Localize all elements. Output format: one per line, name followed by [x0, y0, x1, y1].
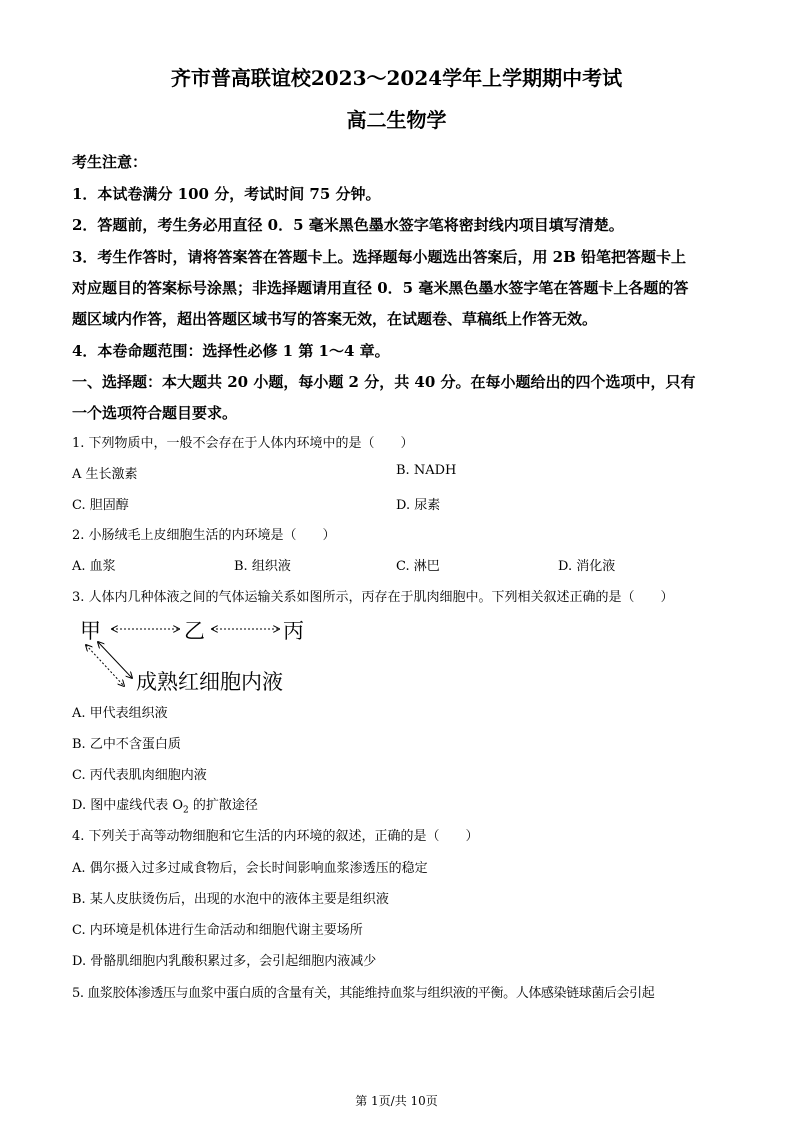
diagram-node-jia: 甲 — [80, 619, 101, 643]
diagram-node-rbc-fluid: 成熟红细胞内液 — [136, 670, 283, 694]
question-2-option-a: A. 血浆 — [72, 559, 116, 574]
option-d-text-end: 的扩散途径 — [188, 798, 258, 813]
question-3-option-a: A. 甲代表组织液 — [72, 706, 168, 721]
exam-subject: 高二生物学 — [346, 108, 447, 132]
question-2-option-d: D. 消化液 — [558, 559, 616, 574]
question-4-option-d: D. 骨骼肌细胞内乳酸积累过多，会引起细胞内液减少 — [72, 954, 377, 969]
question-2-option-c: C. 淋巴 — [396, 559, 440, 574]
arrow-jia-rbc-dashed — [86, 645, 124, 686]
option-d-text: D. 图中虚线代表 O — [72, 798, 184, 813]
question-1-option-c: C. 胆固醇 — [72, 498, 129, 513]
question-4-option-c: C. 内环境是机体进行生命活动和细胞代谢主要场所 — [72, 923, 363, 938]
question-1-option-a: A 生长激素 — [72, 467, 138, 482]
diagram-node-yi: 乙 — [184, 619, 205, 643]
question-1-stem: 1. 下列物质中，一般不会存在于人体内环境中的是（ ） — [72, 436, 414, 451]
notice-item: 3．考生作答时，请将答案答在答题卡上。选择题每小题选出答案后，用 2B 铅笔把答题卡上 — [72, 248, 687, 266]
notice-item: 题区域内作答，超出答题区域书写的答案无效，在试题卷、草稿纸上作答无效。 — [72, 310, 598, 328]
question-4-option-b: B. 某人皮肤烫伤后，出现的水泡中的液体主要是组织液 — [72, 892, 389, 907]
question-3-stem: 3. 人体内几种体液之间的气体运输关系如图所示，丙存在于肌肉细胞中。下列相关叙述正确的是（ ） — [72, 590, 674, 605]
question-3-option-c: C. 丙代表肌肉细胞内液 — [72, 768, 207, 783]
question-4-option-a: A. 偶尔摄入过多过咸食物后，会长时间影响血浆渗透压的稳定 — [72, 861, 428, 876]
question-1-option-d: D. 尿素 — [396, 498, 441, 513]
notice-item: 2．答题前，考生务必用直径 0．5 毫米黑色墨水签字笔将密封线内项目填写清楚。 — [72, 216, 624, 234]
question-1-option-b: B. NADH — [396, 463, 457, 478]
question-4-stem: 4. 下列关于高等动物细胞和它生活的内环境的叙述，正确的是（ ） — [72, 829, 479, 844]
notice-item: 对应题目的答案标号涂黑；非选择题请用直径 0．5 毫米黑色墨水签字笔在答题卡上各题的答 — [72, 279, 689, 297]
gas-transport-diagram — [78, 612, 318, 696]
question-2-option-b: B. 组织液 — [234, 559, 291, 574]
question-2-stem: 2. 小肠绒毛上皮细胞生活的内环境是（ ） — [72, 528, 336, 543]
section-heading-cont: 一个选项符合题目要求。 — [72, 404, 238, 422]
diagram-node-bing: 丙 — [283, 619, 304, 643]
notice-item: 4．本卷命题范围：选择性必修 1 第 1～4 章。 — [72, 342, 390, 360]
question-3-option-b: B. 乙中不含蛋白质 — [72, 737, 181, 752]
section-heading: 一、选择题：本大题共 20 小题，每小题 2 分，共 40 分。在每小题给出的四个选项中，只有 — [72, 373, 696, 391]
notice-item: 1．本试卷满分 100 分，考试时间 75 分钟。 — [72, 185, 381, 203]
question-5-stem: 5. 血浆胶体渗透压与血浆中蛋白质的含量有关，其能维持血浆与组织液的平衡。人体感染链球菌后会引起 — [72, 986, 655, 1001]
notice-heading: 考生注意： — [72, 153, 148, 171]
page-number: 第 1页/共 10页 — [355, 1094, 438, 1108]
exam-title: 齐市普高联谊校2023～2024学年上学期期中考试 — [170, 66, 623, 90]
question-3-option-d — [72, 794, 258, 816]
subscript-2: 2 — [183, 805, 189, 816]
arrow-jia-rbc-solid — [98, 642, 132, 678]
